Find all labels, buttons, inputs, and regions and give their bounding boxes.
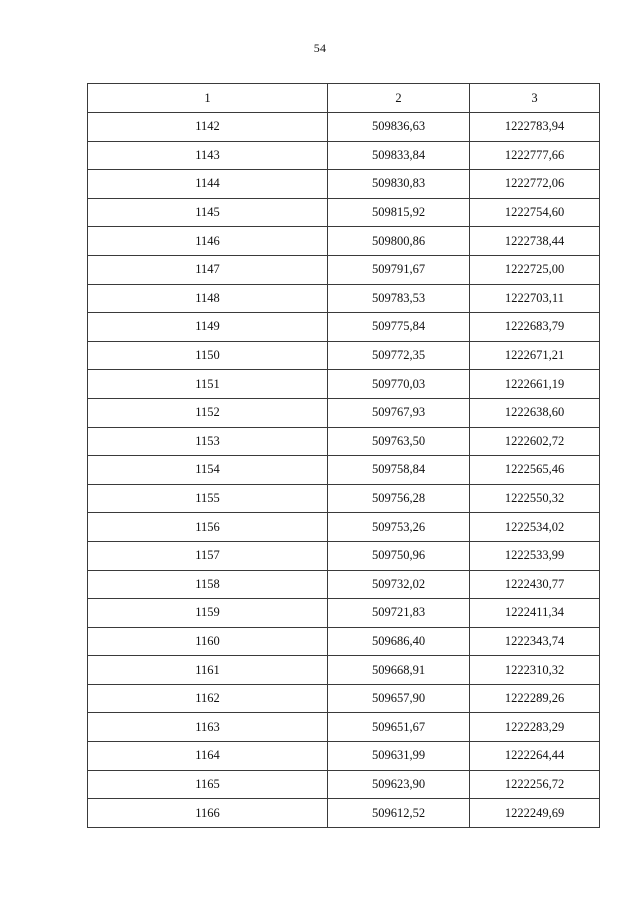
y-coordinate-cell: 1222534,02 <box>470 513 600 542</box>
page-number: 54 <box>313 41 327 55</box>
y-coordinate-cell: 1222249,69 <box>470 799 600 828</box>
coordinates-table <box>87 83 600 828</box>
table-row <box>88 570 600 599</box>
y-coordinate-cell: 1222283,29 <box>470 713 600 742</box>
x-coordinate-cell: 509758,84 <box>328 456 470 485</box>
y-coordinate-cell: 1222411,34 <box>470 599 600 628</box>
table-row <box>88 799 600 828</box>
y-coordinate-cell: 1222703,11 <box>470 284 600 313</box>
point-number-cell: 1165 <box>88 770 328 799</box>
y-coordinate-cell: 1222638,60 <box>470 398 600 427</box>
point-number-cell: 1149 <box>88 313 328 342</box>
point-number-cell: 1160 <box>88 627 328 656</box>
table-row <box>88 398 600 427</box>
table-row <box>88 742 600 771</box>
point-number-cell: 1145 <box>88 198 328 227</box>
table-body <box>88 113 600 828</box>
table-row <box>88 170 600 199</box>
x-coordinate-cell: 509767,93 <box>328 398 470 427</box>
table-row <box>88 684 600 713</box>
x-coordinate-cell: 509770,03 <box>328 370 470 399</box>
table-row <box>88 341 600 370</box>
point-number-cell: 1148 <box>88 284 328 313</box>
table-row <box>88 456 600 485</box>
point-number-cell: 1142 <box>88 113 328 142</box>
x-coordinate-cell: 509732,02 <box>328 570 470 599</box>
y-coordinate-cell: 1222430,77 <box>470 570 600 599</box>
x-coordinate-cell: 509657,90 <box>328 684 470 713</box>
table-row <box>88 255 600 284</box>
table-row <box>88 370 600 399</box>
y-coordinate-cell: 1222683,79 <box>470 313 600 342</box>
x-coordinate-cell: 509631,99 <box>328 742 470 771</box>
y-coordinate-cell: 1222550,32 <box>470 484 600 513</box>
table-row <box>88 113 600 142</box>
table-row <box>88 713 600 742</box>
x-coordinate-cell: 509775,84 <box>328 313 470 342</box>
point-number-cell: 1151 <box>88 370 328 399</box>
table-row <box>88 427 600 456</box>
point-number-cell: 1161 <box>88 656 328 685</box>
table-row <box>88 313 600 342</box>
point-number-cell: 1158 <box>88 570 328 599</box>
point-number-cell: 1163 <box>88 713 328 742</box>
x-coordinate-cell: 509830,83 <box>328 170 470 199</box>
table-header <box>88 84 600 113</box>
x-coordinate-cell: 509791,67 <box>328 255 470 284</box>
table-row <box>88 541 600 570</box>
table-row <box>88 227 600 256</box>
column-header-1: 1 <box>88 84 328 113</box>
y-coordinate-cell: 1222725,00 <box>470 255 600 284</box>
point-number-cell: 1166 <box>88 799 328 828</box>
point-number-cell: 1157 <box>88 541 328 570</box>
y-coordinate-cell: 1222738,44 <box>470 227 600 256</box>
x-coordinate-cell: 509763,50 <box>328 427 470 456</box>
x-coordinate-cell: 509800,86 <box>328 227 470 256</box>
x-coordinate-cell: 509783,53 <box>328 284 470 313</box>
header-row <box>88 84 600 113</box>
table-row <box>88 284 600 313</box>
table-row <box>88 770 600 799</box>
y-coordinate-cell: 1222661,19 <box>470 370 600 399</box>
y-coordinate-cell: 1222310,32 <box>470 656 600 685</box>
x-coordinate-cell: 509772,35 <box>328 341 470 370</box>
point-number-cell: 1159 <box>88 599 328 628</box>
table-row <box>88 599 600 628</box>
x-coordinate-cell: 509651,67 <box>328 713 470 742</box>
x-coordinate-cell: 509750,96 <box>328 541 470 570</box>
point-number-cell: 1147 <box>88 255 328 284</box>
y-coordinate-cell: 1222772,06 <box>470 170 600 199</box>
y-coordinate-cell: 1222754,60 <box>470 198 600 227</box>
x-coordinate-cell: 509623,90 <box>328 770 470 799</box>
point-number-cell: 1154 <box>88 456 328 485</box>
x-coordinate-cell: 509833,84 <box>328 141 470 170</box>
y-coordinate-cell: 1222533,99 <box>470 541 600 570</box>
y-coordinate-cell: 1222671,21 <box>470 341 600 370</box>
table-row <box>88 656 600 685</box>
x-coordinate-cell: 509753,26 <box>328 513 470 542</box>
point-number-cell: 1150 <box>88 341 328 370</box>
point-number-cell: 1146 <box>88 227 328 256</box>
point-number-cell: 1143 <box>88 141 328 170</box>
column-header-3: 3 <box>470 84 600 113</box>
y-coordinate-cell: 1222289,26 <box>470 684 600 713</box>
table-row <box>88 627 600 656</box>
x-coordinate-cell: 509686,40 <box>328 627 470 656</box>
table-row <box>88 513 600 542</box>
point-number-cell: 1162 <box>88 684 328 713</box>
y-coordinate-cell: 1222783,94 <box>470 113 600 142</box>
table-row <box>88 141 600 170</box>
point-number-cell: 1164 <box>88 742 328 771</box>
y-coordinate-cell: 1222264,44 <box>470 742 600 771</box>
point-number-cell: 1144 <box>88 170 328 199</box>
y-coordinate-cell: 1222256,72 <box>470 770 600 799</box>
y-coordinate-cell: 1222777,66 <box>470 141 600 170</box>
x-coordinate-cell: 509756,28 <box>328 484 470 513</box>
point-number-cell: 1153 <box>88 427 328 456</box>
x-coordinate-cell: 509612,52 <box>328 799 470 828</box>
point-number-cell: 1156 <box>88 513 328 542</box>
y-coordinate-cell: 1222565,46 <box>470 456 600 485</box>
point-number-cell: 1152 <box>88 398 328 427</box>
table-row <box>88 198 600 227</box>
x-coordinate-cell: 509721,83 <box>328 599 470 628</box>
x-coordinate-cell: 509836,63 <box>328 113 470 142</box>
point-number-cell: 1155 <box>88 484 328 513</box>
x-coordinate-cell: 509815,92 <box>328 198 470 227</box>
x-coordinate-cell: 509668,91 <box>328 656 470 685</box>
table-row <box>88 484 600 513</box>
column-header-2: 2 <box>328 84 470 113</box>
y-coordinate-cell: 1222343,74 <box>470 627 600 656</box>
y-coordinate-cell: 1222602,72 <box>470 427 600 456</box>
